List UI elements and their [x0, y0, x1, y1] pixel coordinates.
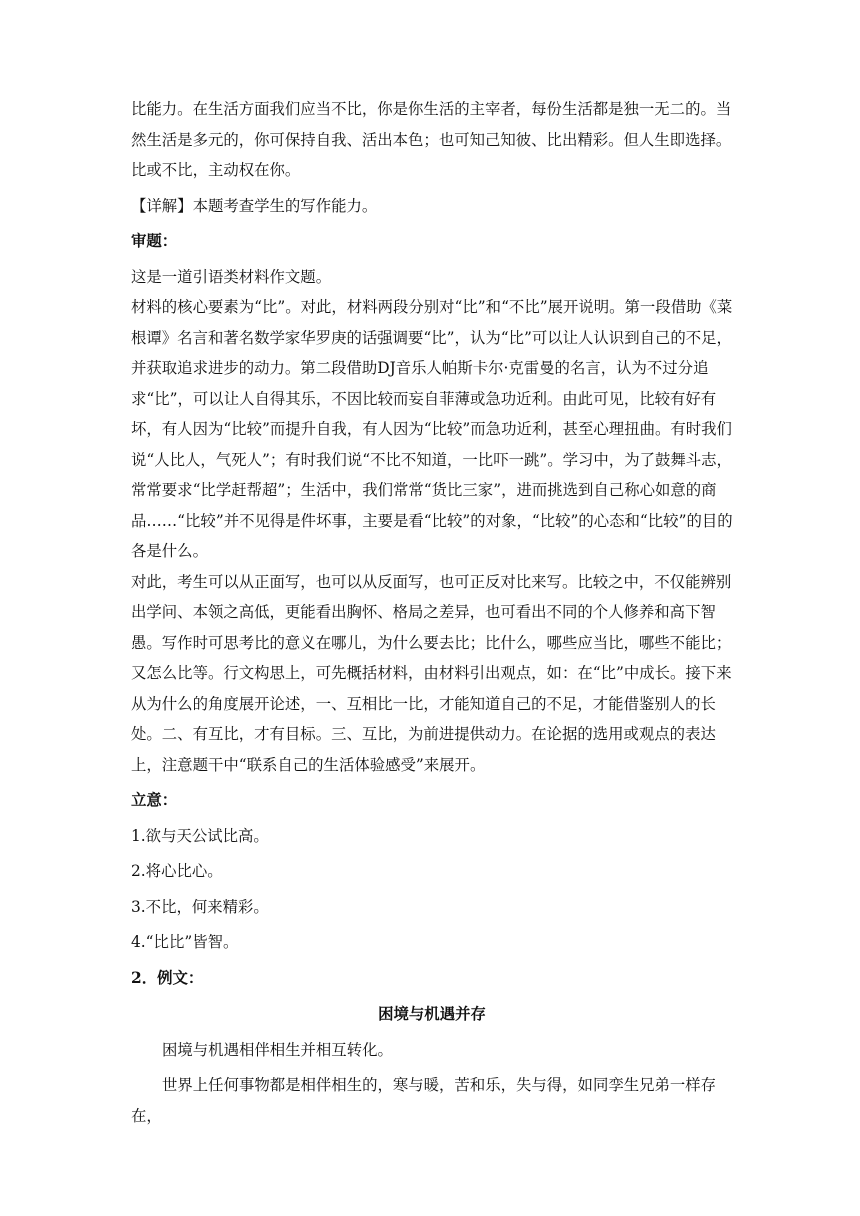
idea-item-3: 3.不比，何来精彩。	[131, 897, 269, 916]
example-heading: 2．例文：	[131, 968, 204, 987]
document-page	[131, 94, 733, 1131]
review-heading: 审题：	[131, 232, 178, 250]
essay-paragraph-1: 困境与机遇相伴相生并相互转化。	[162, 1040, 393, 1059]
idea-heading: 立意：	[131, 791, 178, 809]
detail-line: 【详解】本题考查学生的写作能力。	[131, 196, 378, 215]
review-paragraph-2: 材料的核心要素为“比”。对此，材料两段分别对“比”和“不比”展开说明。第一段借助《菜根谭》名言和著名数学家华罗庚的话强调要“比”，认为“比”可以让人认识到自己的不足，并获取追求进步的动力。第二段借助DJ音乐人帕斯卡尔·克雷曼的名言，认为不过分追求“比”，可以让人自得其乐，不因比较而妄自菲薄或急功近利。由此可见，比较有好有坏，有人因为“比较”而提升自我，有人因为“比较”而急功近利，甚至心理扭曲。有时我们说“人比人，气死人”；有时我们说“不比不知道，一比吓一跳”。学习中，为了鼓舞斗志，常常要求“比学赶帮超”；生活中，我们常常“货比三家”，进而挑选到自己称心如意的商品……“比较”并不见得是件坏事，主要是看“比较”的对象，“比较”的心态和“比较”的目的各是什么。	[131, 298, 733, 560]
idea-item-4: 4.“比比”皆智。	[131, 933, 239, 951]
essay-title: 困境与机遇并存	[378, 1005, 486, 1023]
review-paragraph-3: 对此，考生可以从正面写，也可以从反面写，也可正反对比来写。比较之中，不仅能辨别出学问、本领之高低，更能看出胸怀、格局之差异，也可看出不同的个人修养和高下智愚。写作时可思考比的意义在哪儿，为什么要去比；比什么，哪些应当比，哪些不能比；又怎么比等。行文构思上，可先概括材料，由材料引出观点，如：在“比”中成长。接下来从为什么的角度展开论述，一、互相比一比，才能知道自己的不足，才能借鉴别人的长处。二、有互比，才有目标。三、互比，为前进提供动力。在论据的选用或观点的表达上，注意题干中“联系自己的生活体验感受”来展开。	[131, 572, 732, 774]
review-paragraph-1: 这是一道引语类材料作文题。	[131, 267, 332, 286]
essay-paragraph-2: 世界上任何事物都是相伴相生的，寒与暖，苦和乐，失与得，如同孪生兄弟一样存在，	[131, 1076, 717, 1125]
idea-item-1: 1.欲与天公试比高。	[131, 826, 269, 845]
paragraph-intro: 比能力。在生活方面我们应当不比，你是你生活的主宰者，每份生活都是独一无二的。当然生活是多元的，你可保持自我、活出本色；也可知己知彼、比出精彩。但人生即选择。比或不比，主动权在你。	[131, 100, 732, 179]
idea-item-2: 2.将心比心。	[131, 862, 223, 880]
